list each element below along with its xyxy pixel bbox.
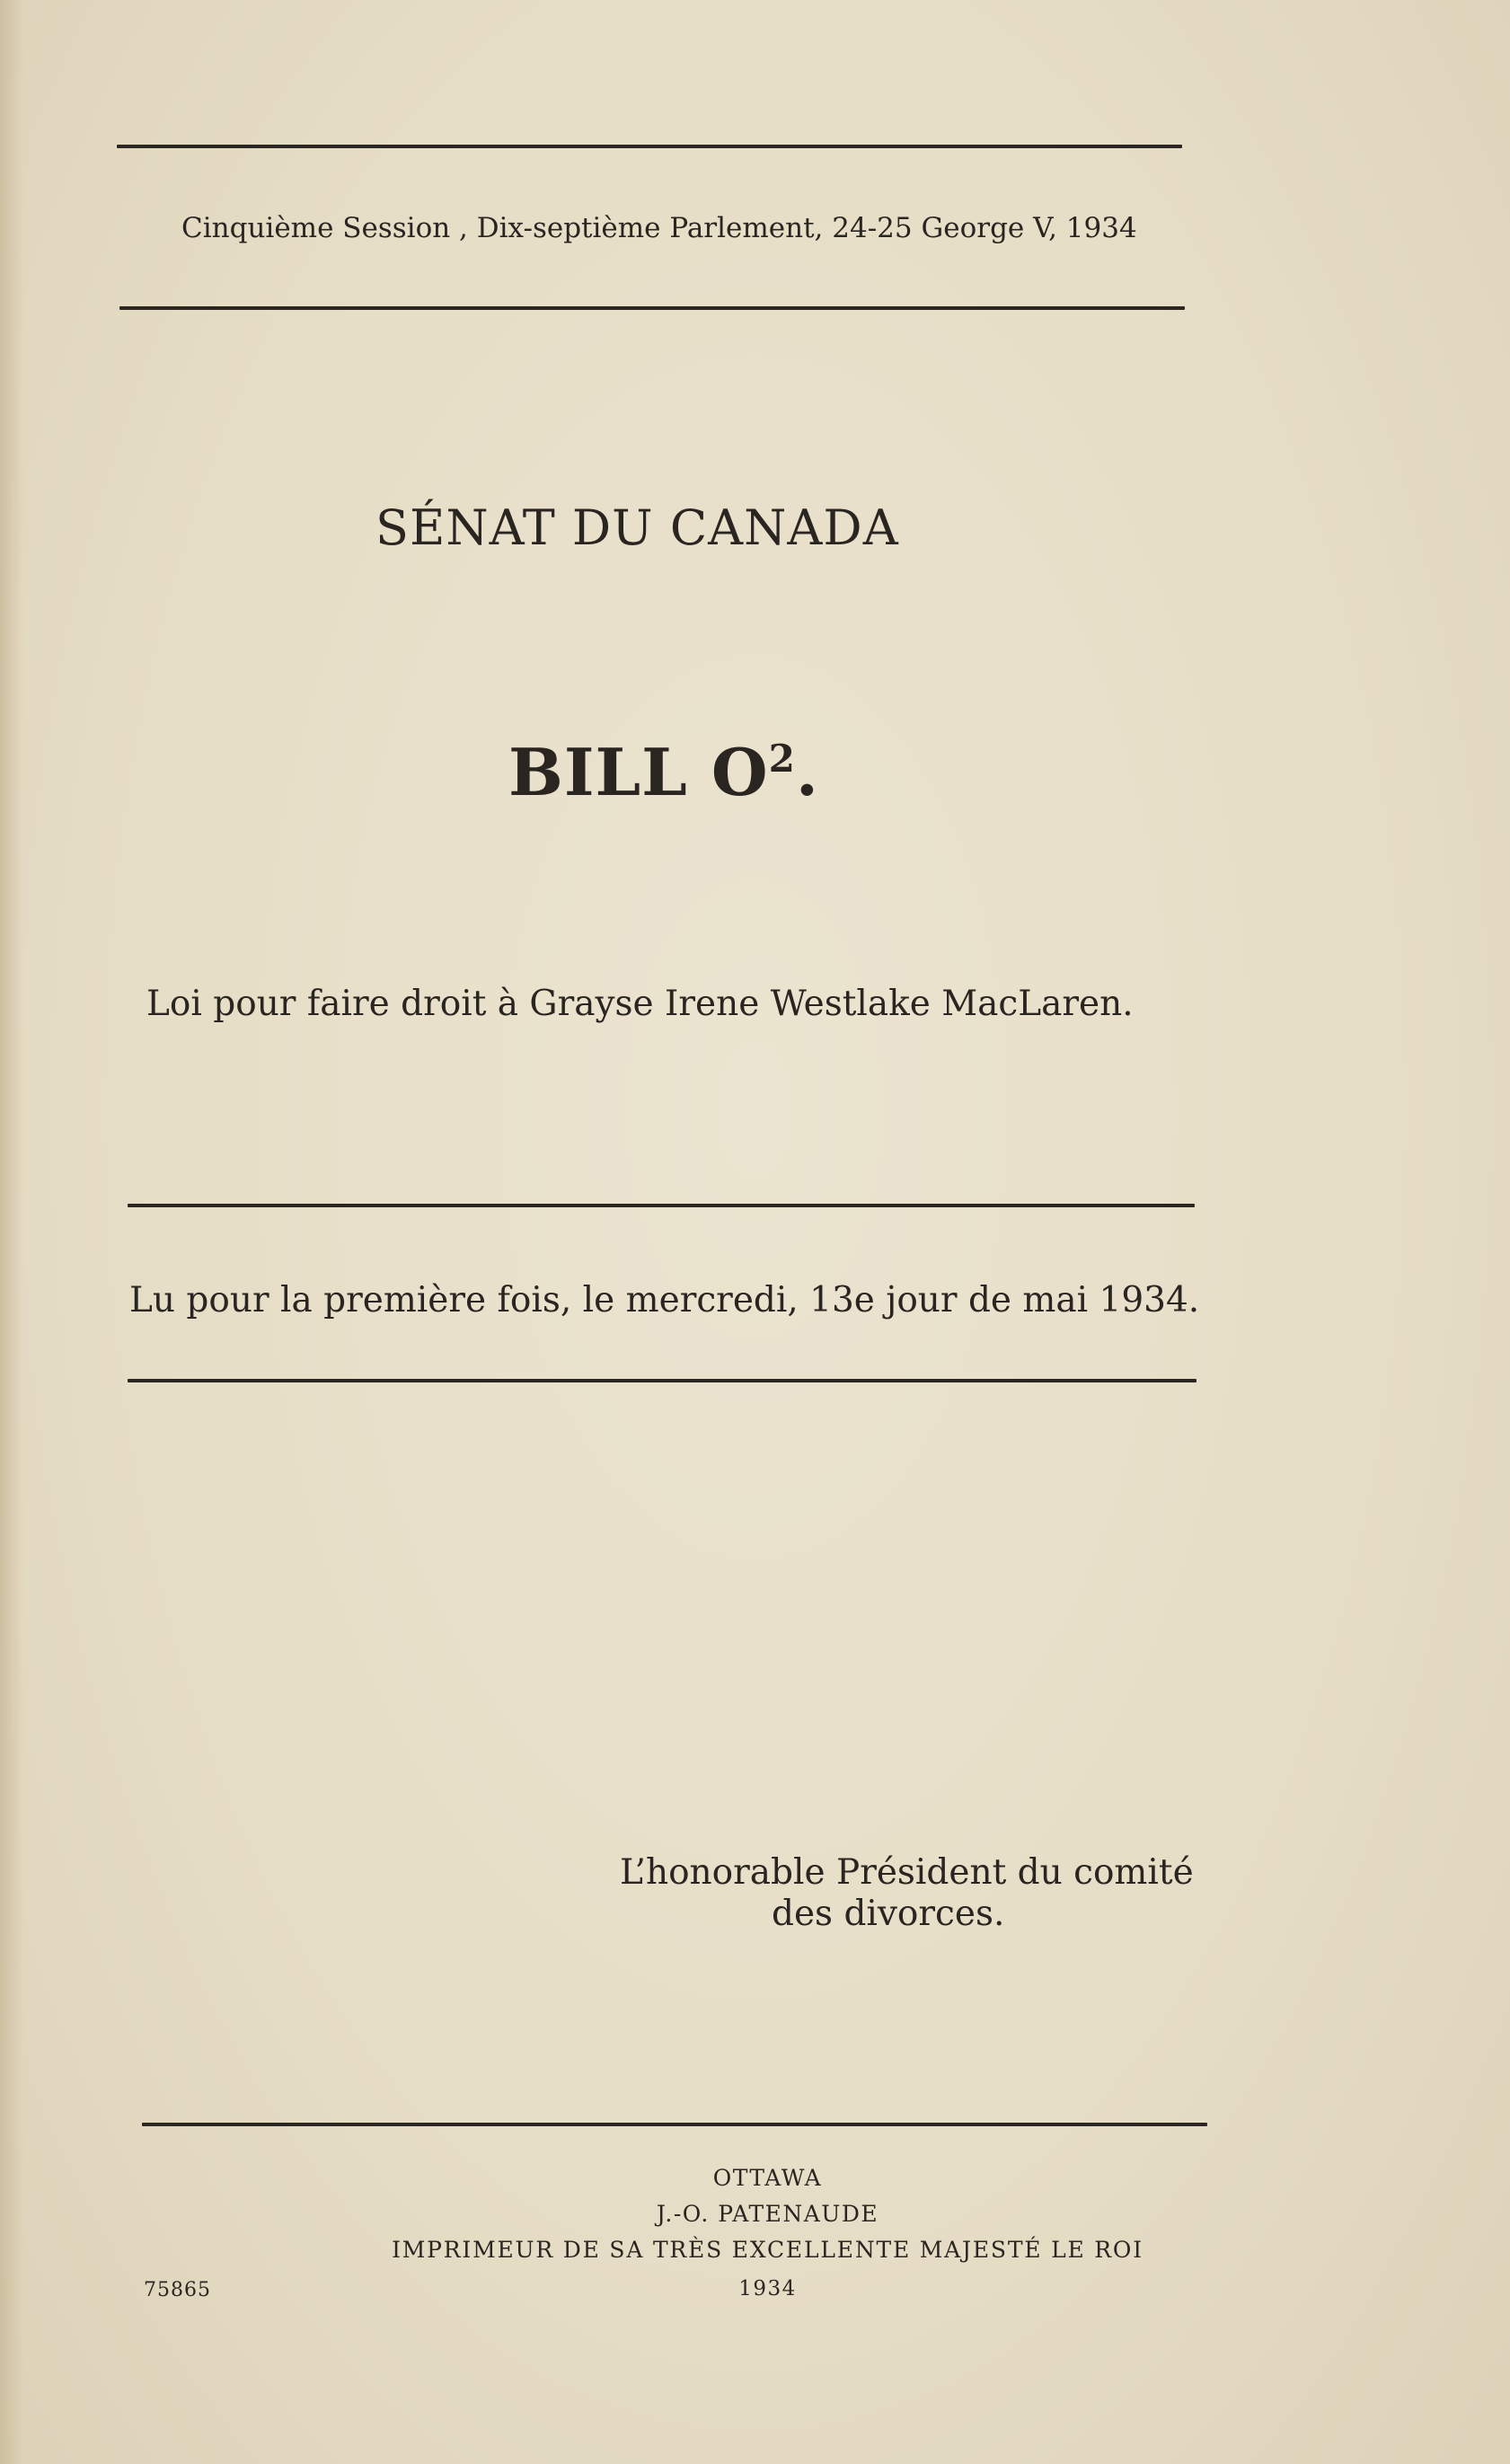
imprint-printer: J.-O. PATENAUDE bbox=[656, 2201, 879, 2227]
bill-description: Loi pour faire droit à Grayse Irene Westlake MacLaren. bbox=[146, 984, 1134, 1024]
bill-number bbox=[508, 734, 819, 810]
sponsor-line-2: des divorces. bbox=[772, 1894, 1005, 1934]
print-code: 75865 bbox=[144, 2279, 211, 2301]
chamber-title: SÉNAT DU CANADA bbox=[375, 499, 899, 556]
top-rule bbox=[117, 145, 1182, 148]
imprint-title: IMPRIMEUR DE SA TRÈS EXCELLENTE MAJESTÉ LE ROI bbox=[392, 2237, 1144, 2263]
sponsor bbox=[620, 1852, 1194, 1935]
session-line: Cinquième Session , Dix-septième Parlement, 24-25 George V, 1934 bbox=[181, 212, 1137, 244]
bill-superscript: 2 bbox=[768, 737, 796, 781]
bill-label: BILL O bbox=[508, 734, 769, 810]
bill-suffix: . bbox=[795, 734, 819, 810]
imprint-rule bbox=[142, 2123, 1207, 2126]
first-reading-line: Lu pour la première fois, le mercredi, 13e jour de mai 1934. bbox=[129, 1280, 1200, 1320]
sponsor-line-1: L’honorable Président du comité bbox=[620, 1852, 1194, 1893]
imprint-city: OTTAWA bbox=[712, 2165, 823, 2191]
reading-top-rule bbox=[128, 1204, 1195, 1207]
reading-bottom-rule bbox=[128, 1379, 1197, 1382]
imprint-year: 1934 bbox=[738, 2277, 797, 2301]
header-bottom-rule bbox=[119, 306, 1185, 310]
